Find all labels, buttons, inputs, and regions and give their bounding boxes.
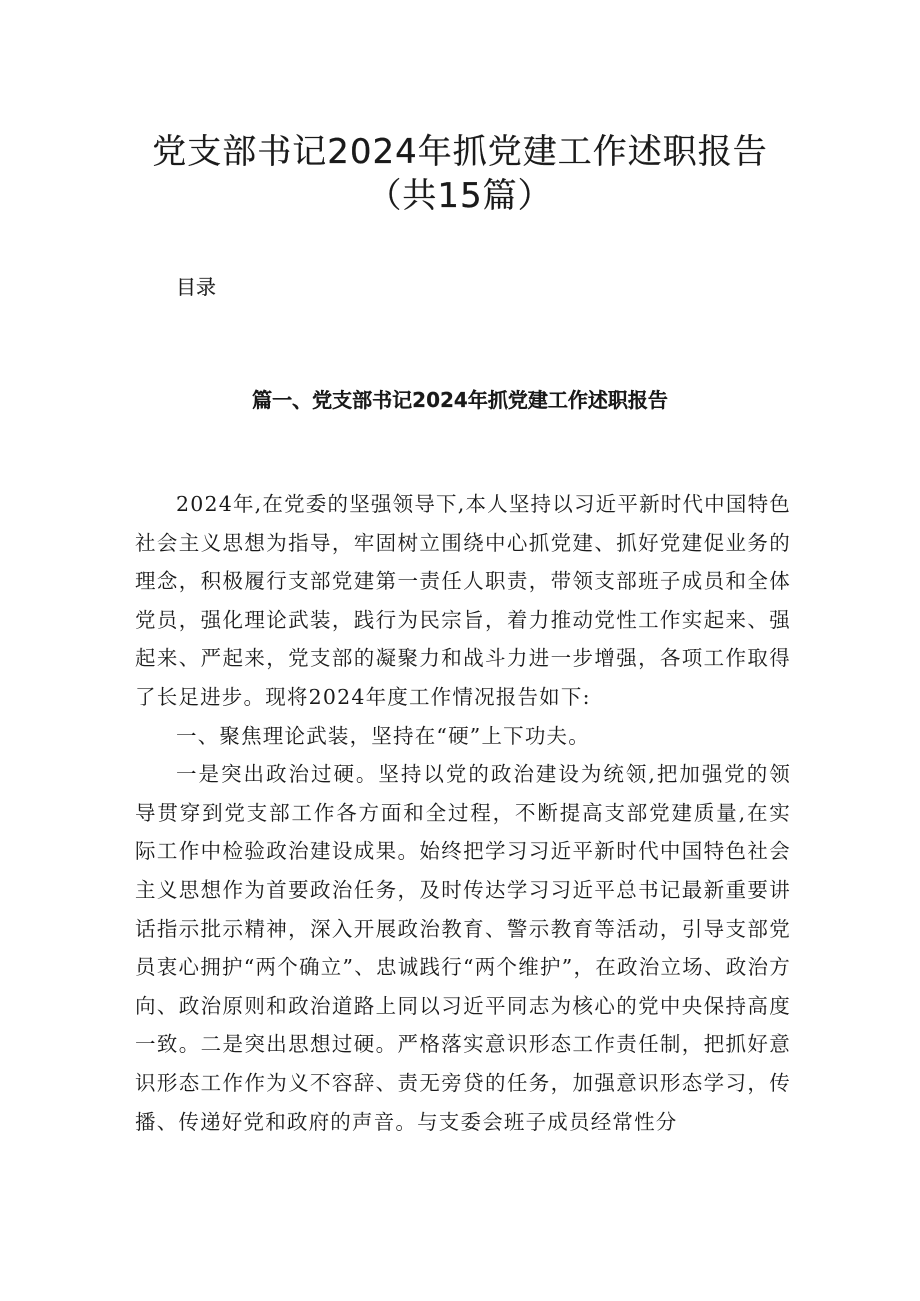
document-body xyxy=(135,485,791,1141)
document-title: 党支部书记2024年抓党建工作述职报告（共15篇） xyxy=(152,132,768,216)
toc-heading: 目录 xyxy=(176,275,216,299)
paragraph-section-heading: 一、聚焦理论武装，坚持在“硬”上下功夫。 xyxy=(176,723,590,748)
paragraph-intro: 2024年,在党委的坚强领导下,本人坚持以习近平新时代中国特色社会主义思想为指导，牢固树立围绕中心抓党建、抓好党建促业务的理念，积极履行支部党建第一责任人职责，带领支部班子成员和全体党员，强化理论武装，践行为民宗旨，着力推动党性工作实起来、强起来、严起来，党支部的凝聚力和战斗力进一步增强，各项工作取得了长足进步。现将2024年度工作情况报告如下: xyxy=(135,492,791,709)
chapter-title: 篇一、党支部书记2024年抓党建工作述职报告 xyxy=(252,388,668,412)
paragraph-political: 一是突出政治过硬。坚持以党的政治建设为统领,把加强党的领导贯穿到党支部工作各方面和全过程，不断提高支部党建质量,在实际工作中检验政治建设成果。始终把学习习近平新时代中国特色社会主义思想作为首要政治任务，及时传达学习习近平总书记最新重要讲话指示批示精神，深入开展政治教育、警示教育等活动，引导支部党员衷心拥护“两个确立”、忠诚践行“两个维护”，在政治立场、政治方向、政治原则和政治道路上同以习近平同志为核心的党中央保持高度一致。二是突出思想过硬。严格落实意识形态工作责任制，把抓好意识形态工作作为义不容辞、责无旁贷的任务，加强意识形态学习，传播、传递好党和政府的声音。与支委会班子成员经常性分 xyxy=(135,762,791,1134)
